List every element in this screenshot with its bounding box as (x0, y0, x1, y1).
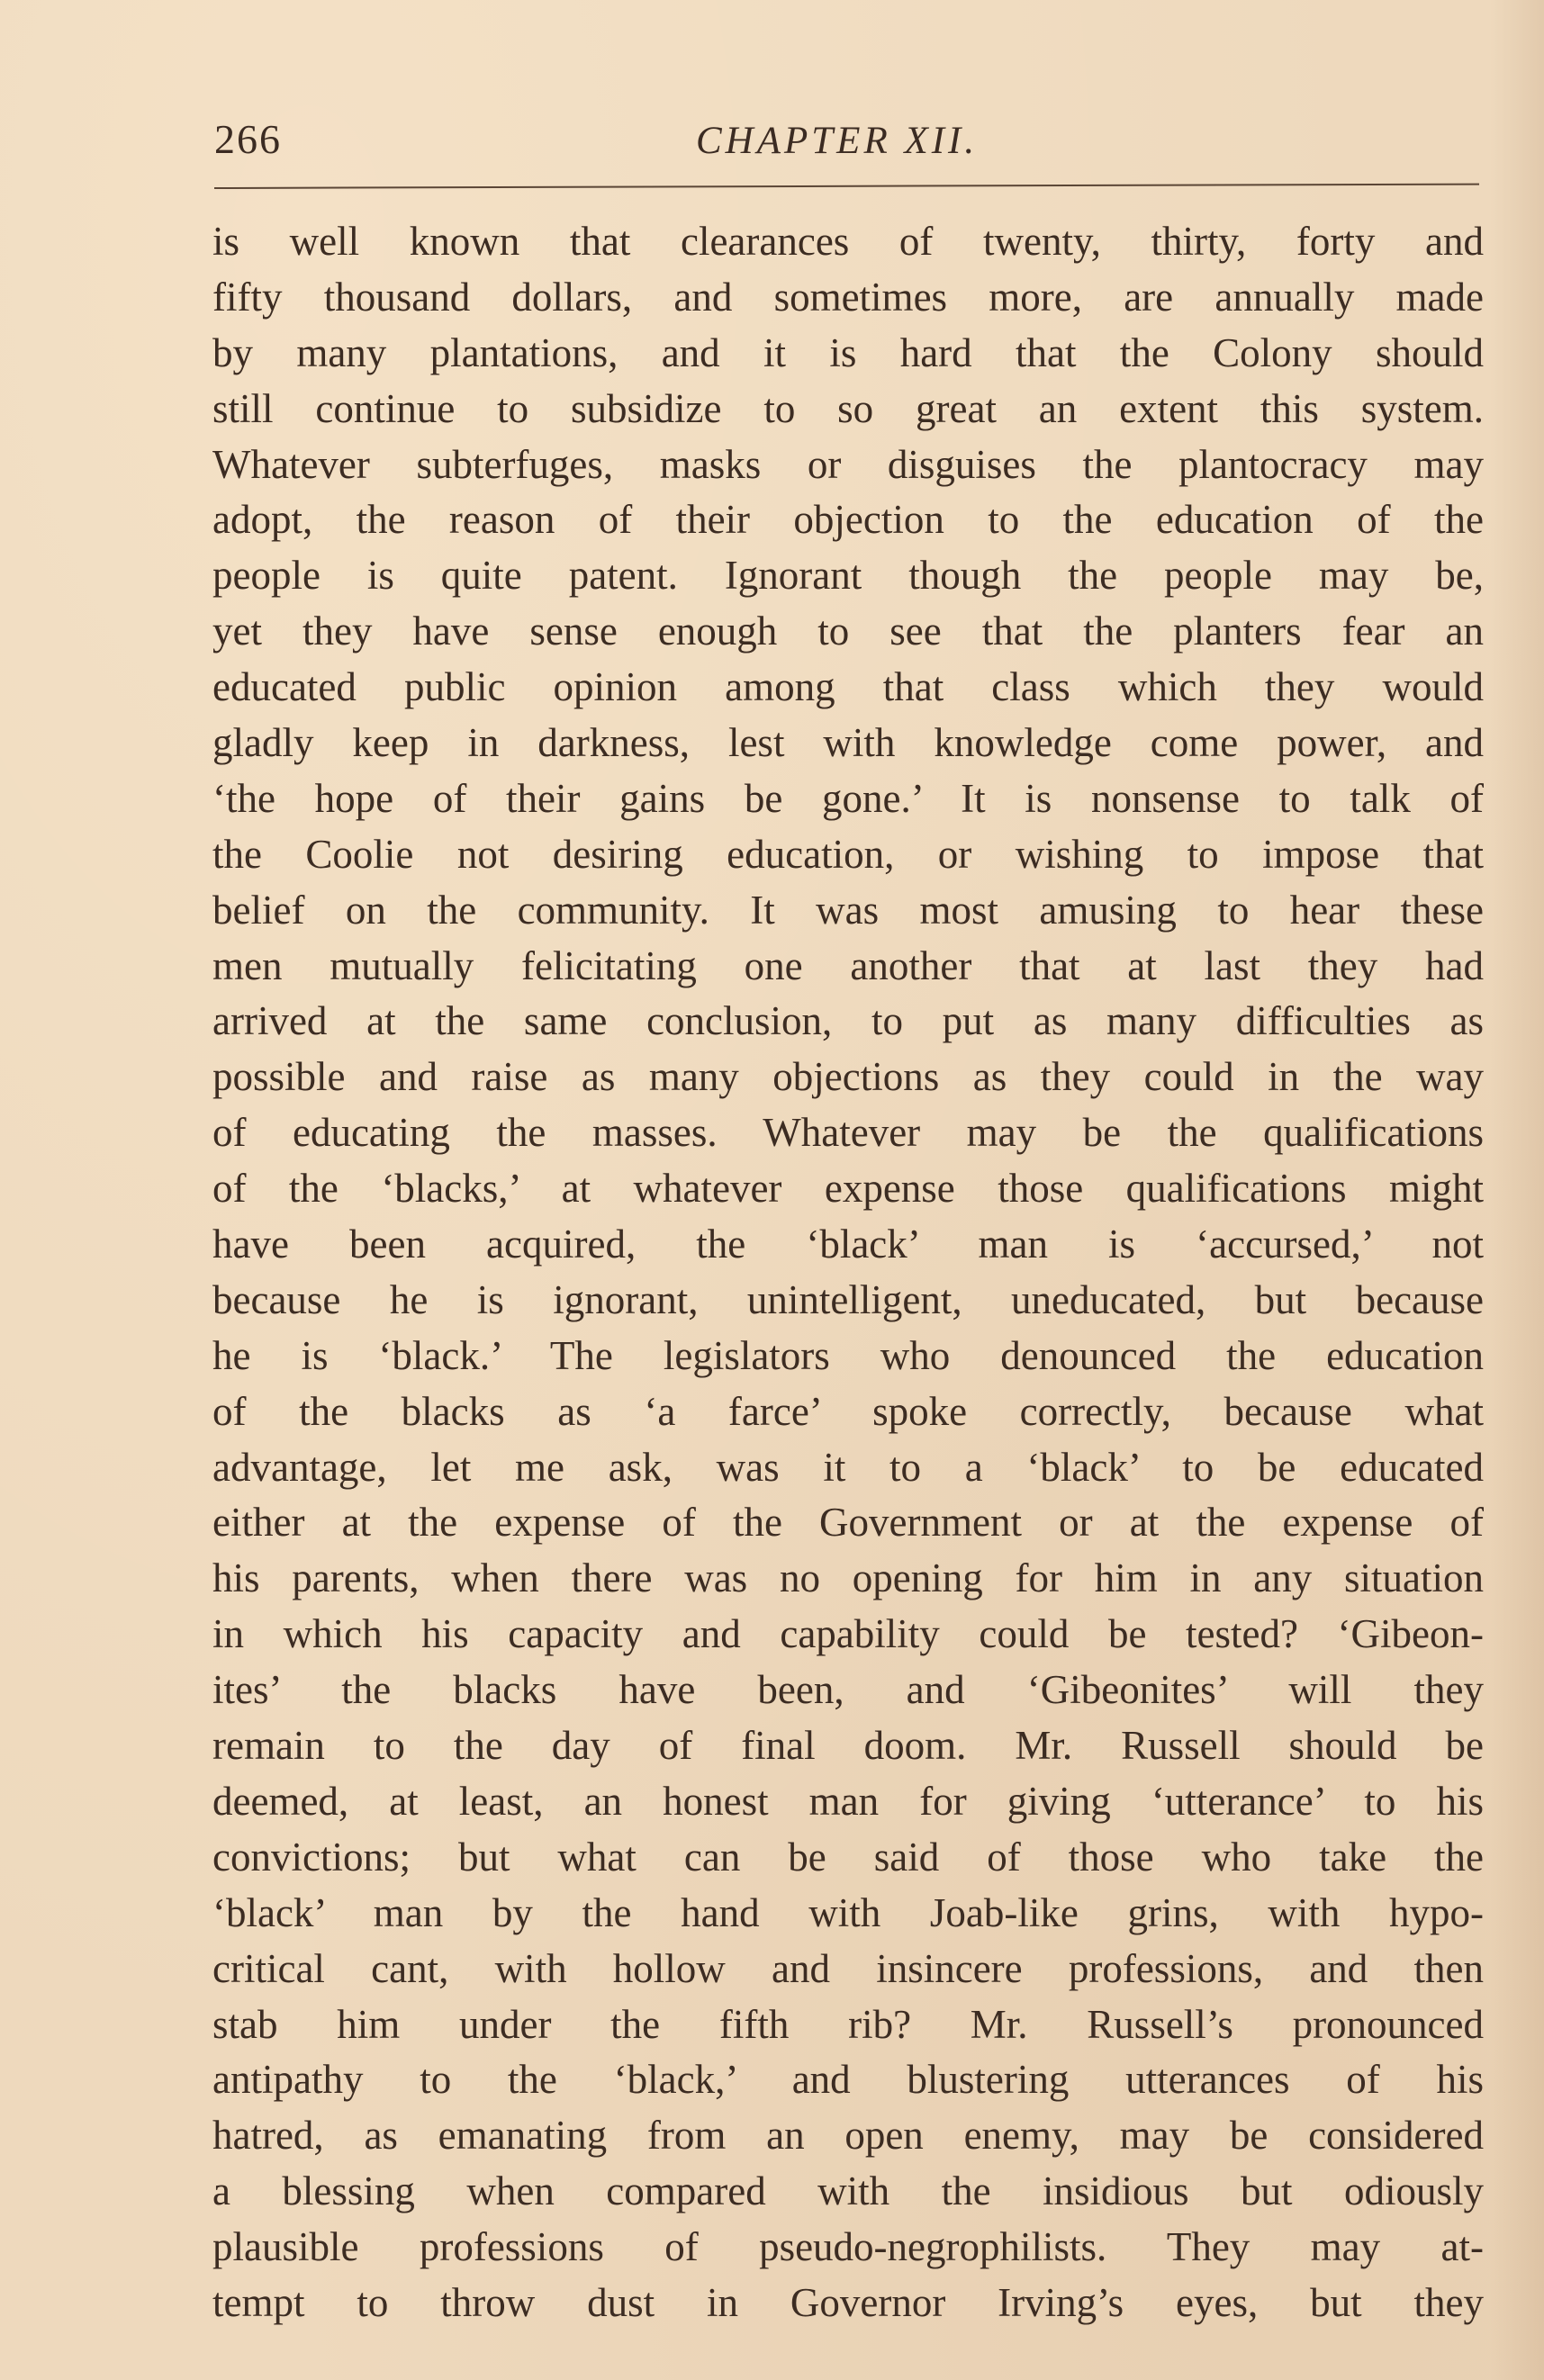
text-line: a blessing when compared with the insidious but odiously (212, 2168, 1484, 2214)
text-line: ‘the hope of their gains be gone.’ It is nonsense to talk of (212, 775, 1484, 821)
text-line: possible and raise as many objections as they could in the way (212, 1054, 1484, 1100)
text-line: men mutually felicitating one another that at last they had (212, 942, 1484, 988)
text-line: adopt, the reason of their objection to the education of the (212, 497, 1484, 543)
text-line: tempt to throw dust in Governor Irving’s eyes, but they (212, 2279, 1484, 2325)
text-line: people is quite patent. Ignorant though the people may be, (212, 553, 1484, 599)
page-edge-shadow (1490, 0, 1544, 2380)
text-line: advantage, let me ask, was it to a ‘black’ to be educated (212, 1444, 1484, 1490)
text-line: he is ‘black.’ The legislators who denounced the education (212, 1332, 1484, 1378)
text-line: have been acquired, the ‘black’ man is ‘accursed,’ not (212, 1222, 1484, 1267)
text-line: critical cant, with hollow and insincere professions, and then (212, 1945, 1484, 1991)
text-line: because he is ignorant, unintelligent, uneducated, but because (212, 1276, 1484, 1322)
text-line: of the ‘blacks,’ at whatever expense those qualifications might (212, 1166, 1484, 1212)
text-line: remain to the day of final doom. Mr. Russell should be (212, 1723, 1484, 1769)
text-line: stab him under the fifth rib? Mr. Russell’s pronounced (212, 2001, 1484, 2047)
text-line: in which his capacity and capability could be tested? ‘Gibeon- (212, 1611, 1484, 1657)
text-line: educated public opinion among that class which they would (212, 664, 1484, 710)
header-rule (214, 184, 1479, 189)
text-line: ‘black’ man by the hand with Joab-like grins, with hypo- (212, 1889, 1484, 1935)
text-line: fifty thousand dollars, and sometimes more, are annually made (212, 274, 1484, 320)
page-header (214, 115, 1479, 169)
text-line: of the blacks as ‘a farce’ spoke correctly, because what (212, 1388, 1484, 1434)
text-line: antipathy to the ‘black,’ and blustering utterances of his (212, 2057, 1484, 2103)
text-line: of educating the masses. Whatever may be the qualifications (212, 1110, 1484, 1156)
text-line: the Coolie not desiring education, or wishing to impose that (212, 831, 1484, 877)
body-text (212, 214, 1484, 2331)
text-line: belief on the community. It was most amusing to hear these (212, 887, 1484, 933)
text-line: deemed, at least, an honest man for giving ‘utterance’ to his (212, 1778, 1484, 1824)
text-line: ites’ the blacks have been, and ‘Gibeonites’ will they (212, 1667, 1484, 1713)
text-line: gladly keep in darkness, lest with knowledge come power, and (212, 720, 1484, 766)
text-line: his parents, when there was no opening for him in any situation (212, 1555, 1484, 1601)
text-line: still continue to subsidize to so great an extent this system. (212, 385, 1484, 431)
text-line: convictions; but what can be said of those who take the (212, 1834, 1484, 1880)
text-line: plausible professions of pseudo-negrophilists. They may at- (212, 2224, 1484, 2270)
text-line: by many plantations, and it is hard that the Colony should (212, 329, 1484, 375)
text-line: hatred, as emanating from an open enemy, may be considered (212, 2113, 1484, 2159)
page-number: 266 (214, 116, 282, 162)
text-line: is well known that clearances of twenty, thirty, forty and (212, 219, 1484, 264)
text-line: arrived at the same conclusion, to put as many difficulties as (212, 998, 1484, 1044)
text-line: either at the expense of the Government or at the expense of (212, 1500, 1484, 1546)
text-line: yet they have sense enough to see that the planters fear an (212, 609, 1484, 654)
text-line: Whatever subterfuges, masks or disguises the plantocracy may (212, 441, 1484, 487)
running-head: CHAPTER XII. (696, 120, 979, 162)
